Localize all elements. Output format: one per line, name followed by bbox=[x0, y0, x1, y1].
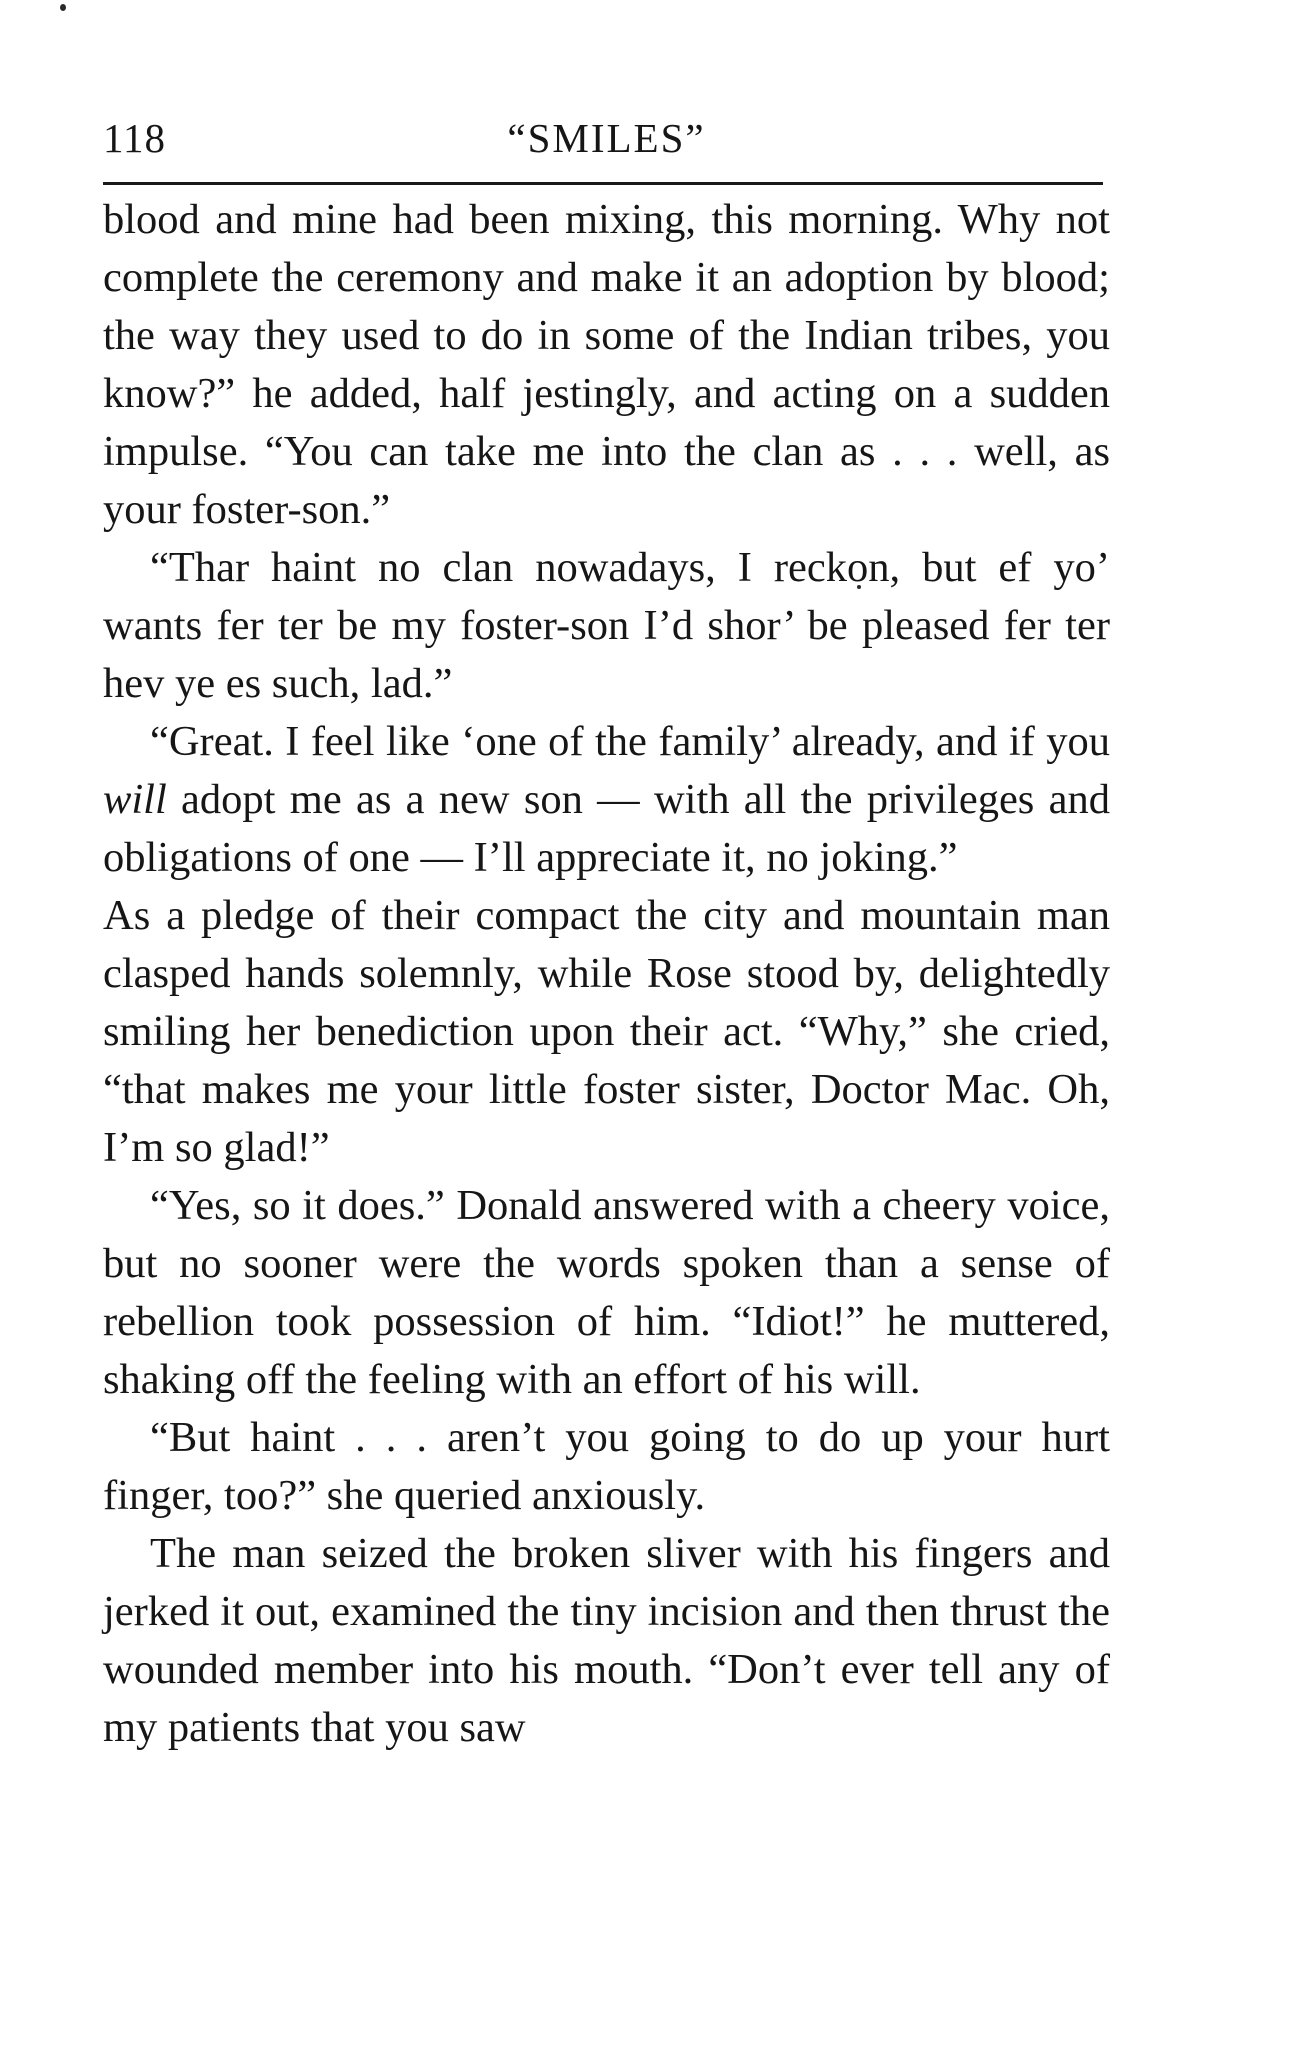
header-rule bbox=[103, 182, 1103, 185]
paragraph: “Yes, so it does.” Donald answered with a cheery voice, but no sooner were the words spoken than a sense of rebellion took possession of him. “Idiot!” he muttered, shaking off the feeling with an effort of his will. bbox=[103, 1182, 1110, 1403]
emphasized-word: will bbox=[103, 776, 167, 823]
body-text bbox=[103, 191, 1110, 1757]
paragraph bbox=[103, 713, 1110, 887]
page-number: 118 bbox=[103, 115, 166, 161]
paragraph: “Thar haint no clan nowadays, I reckon, but ef yo’ wants fer ter be my foster-son I’d shor’ be pleased fer ter hev ye es such, lad.” bbox=[103, 544, 1110, 707]
paragraph-text: “Great. I feel like ‘one of the family’ already, and if you bbox=[150, 718, 1110, 765]
running-head bbox=[103, 104, 1110, 170]
paragraph: blood and mine had been mixing, this morning. Why not complete the ceremony and make it an adoption by blood; the way they used to do in some of the Indian tribes, you know?” he added, half jestingly, and acting on a sudden impulse. “You can take me into the clan as . . . well, as your foster-son.” bbox=[103, 196, 1110, 533]
paragraph: The man seized the broken sliver with his fingers and jerked it out, examined the tiny incision and then thrust the wounded member into his mouth. “Don’t ever tell any of my patients that you saw bbox=[103, 1530, 1110, 1751]
ink-speck bbox=[60, 4, 66, 11]
running-title: “SMILES” bbox=[507, 115, 706, 161]
paragraph-text: adopt me as a new son — with all the privileges and obligations of one — I’ll appreciate it, no joking.” bbox=[103, 776, 1110, 881]
paragraph: As a pledge of their compact the city and mountain man clasped hands solemnly, while Rose stood by, delightedly smiling her benediction upon their act. “Why,” she cried, “that makes me your little foster sister, Doctor Mac. Oh, I’m so glad!” bbox=[103, 892, 1110, 1171]
book-page bbox=[103, 104, 1110, 1757]
paragraph: “But haint . . . aren’t you going to do up your hurt finger, too?” she queried anxiously. bbox=[103, 1414, 1110, 1519]
